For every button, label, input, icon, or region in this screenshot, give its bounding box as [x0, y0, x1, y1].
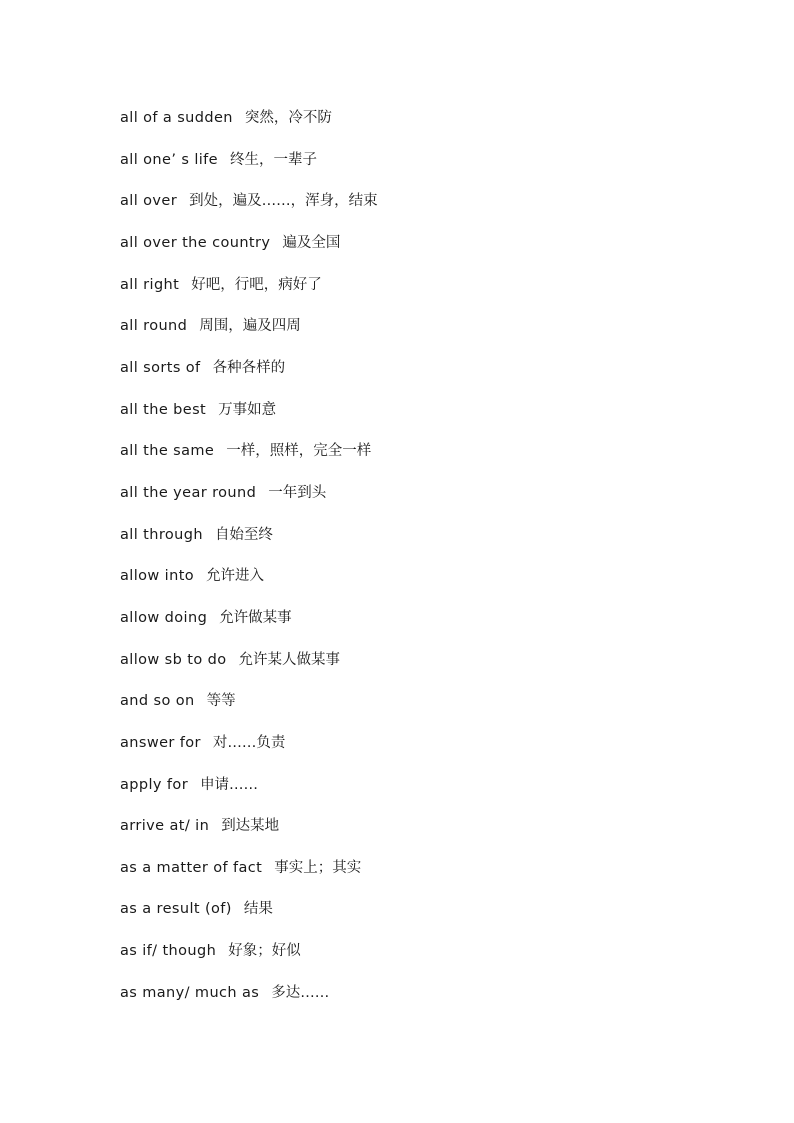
phrase-term: all sorts of: [120, 359, 201, 376]
phrase-term: all the same: [120, 443, 215, 460]
phrase-entry: [120, 149, 378, 191]
phrase-term: all of a sudden: [120, 110, 233, 126]
phrase-entry: [120, 399, 378, 441]
phrase-entry: [120, 482, 378, 524]
phrase-entry: [120, 940, 378, 982]
phrase-term: all over: [120, 193, 178, 210]
phrase-term: apply for: [120, 776, 189, 793]
phrase-entry: [120, 982, 378, 1024]
phrase-term: answer for: [120, 734, 201, 751]
phrase-entry: [120, 274, 378, 316]
phrase-meaning: 终生，一辈子: [230, 151, 317, 168]
phrase-meaning: 到处，遍及……，浑身，结束: [189, 193, 378, 210]
phrase-term: and so on: [120, 693, 195, 710]
phrase-meaning: 遍及全国: [282, 234, 341, 251]
phrase-term: as a matter of fact: [120, 859, 263, 876]
phrase-meaning: 突然，冷不防: [244, 110, 332, 126]
phrase-term: all the best: [120, 401, 207, 418]
phrase-meaning: 好象；好似: [228, 943, 301, 960]
phrase-meaning: 允许某人做某事: [238, 651, 340, 668]
phrase-term: allow doing: [120, 609, 208, 626]
phrase-term: all round: [120, 318, 188, 335]
phrase-meaning: 好吧，行吧，病好了: [191, 276, 322, 293]
phrase-term: as many/ much as: [120, 984, 260, 1001]
phrase-entry: [120, 565, 378, 607]
phrase-entry: [120, 732, 378, 774]
phrase-meaning: 允许进入: [206, 568, 265, 585]
phrase-entry: [120, 440, 378, 482]
phrase-entry: [120, 649, 378, 691]
phrase-term: as if/ though: [120, 943, 217, 960]
phrase-term: all right: [120, 276, 180, 293]
phrase-term: allow into: [120, 568, 195, 585]
phrase-meaning: 对……负责: [212, 734, 286, 751]
phrase-entry: [120, 107, 378, 149]
phrase-meaning: 各种各样的: [212, 359, 286, 376]
phrase-meaning: 多达……: [271, 984, 330, 1001]
phrase-term: all through: [120, 526, 203, 543]
phrase-entry: [120, 690, 378, 732]
phrase-entry: [120, 815, 378, 857]
phrase-meaning: 一样，照样，完全一样: [226, 443, 372, 460]
phrase-meaning: 自始至终: [214, 526, 273, 543]
phrase-meaning: 结果: [243, 901, 273, 918]
phrase-meaning: 周围，遍及四周: [199, 318, 301, 335]
phrase-meaning: 事实上；其实: [274, 859, 362, 876]
phrase-entry: [120, 774, 378, 816]
phrase-entry: [120, 190, 378, 232]
phrase-meaning: 到达某地: [221, 818, 280, 835]
phrase-term: as a result (of): [120, 901, 232, 918]
phrase-term: arrive at/ in: [120, 818, 210, 835]
phrase-entry: [120, 898, 378, 940]
phrase-entry: [120, 524, 378, 566]
phrase-term: all over the country: [120, 234, 271, 251]
phrase-meaning: 一年到头: [268, 484, 327, 501]
phrase-meaning: 等等: [206, 693, 236, 710]
phrase-meaning: 万事如意: [218, 401, 277, 418]
phrase-meaning: 允许做某事: [219, 609, 292, 626]
phrase-term: all one’ s life: [120, 151, 218, 168]
phrase-term: allow sb to do: [120, 651, 227, 668]
phrase-entry: [120, 357, 378, 399]
phrase-meaning: 申请……: [200, 776, 259, 793]
phrase-list: [120, 107, 378, 1023]
phrase-entry: [120, 232, 378, 274]
phrase-term: all the year round: [120, 484, 257, 501]
phrase-entry: [120, 607, 378, 649]
phrase-entry: [120, 315, 378, 357]
phrase-entry: [120, 857, 378, 899]
